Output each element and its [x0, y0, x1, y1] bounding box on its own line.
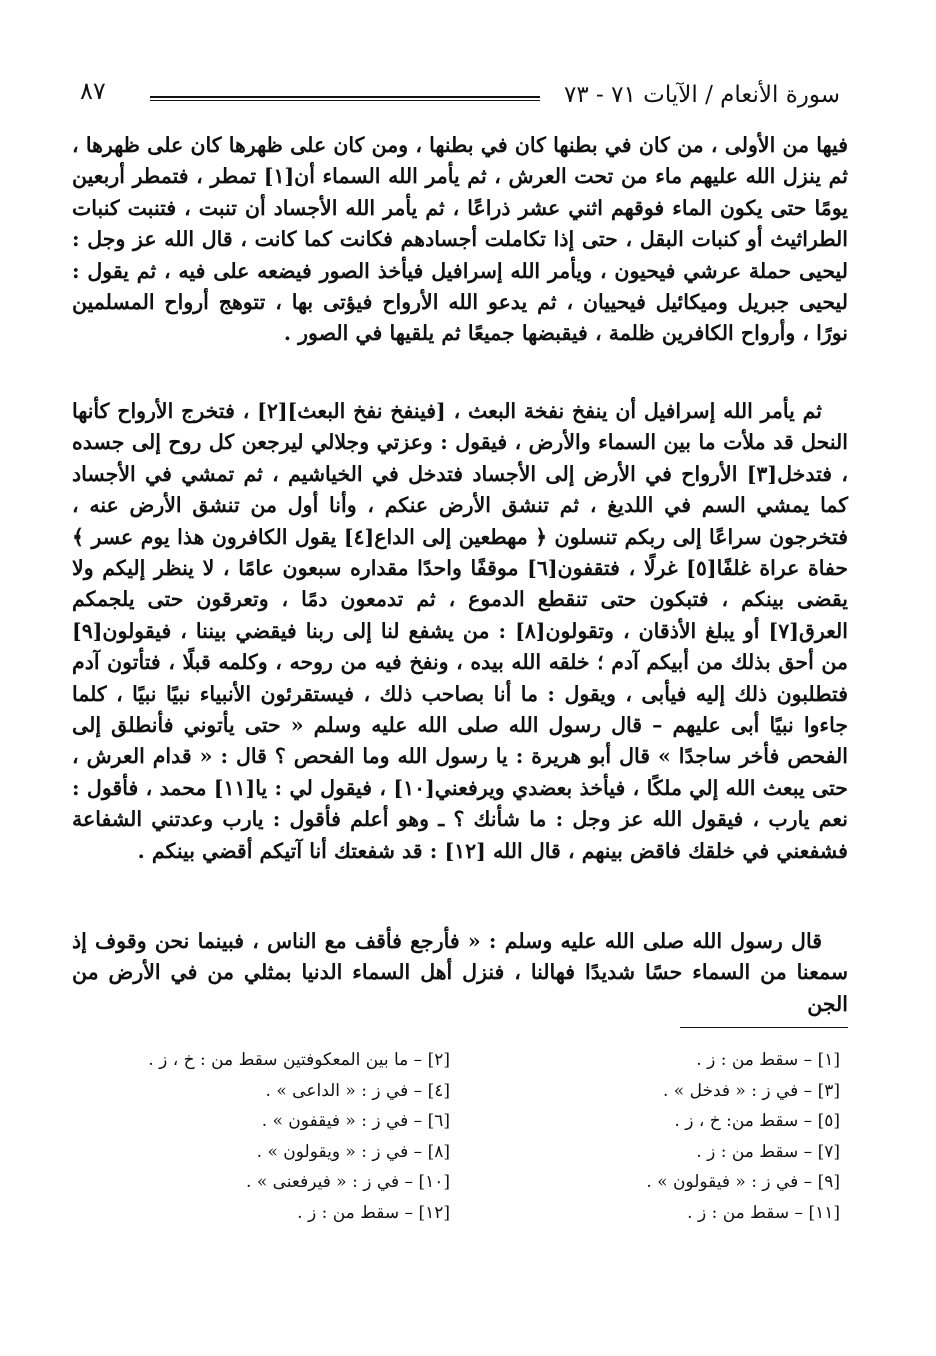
footnote: [٩] – في ز : « فيقولون » . — [646, 1172, 840, 1192]
footnote: [٨] – في ز : « ويقولون » . — [256, 1141, 450, 1162]
footnotes — [90, 1045, 840, 1245]
footnote: [١٠] – في ز : « فيرفعنى » . — [246, 1172, 450, 1192]
footnote: [٥] – سقط من: خ ، ز . — [674, 1111, 840, 1131]
footnote: [٤] – في ز : « الداعى » . — [265, 1080, 450, 1101]
footnote: [٦] – في ز : « فيقفون » . — [261, 1111, 450, 1131]
footnote: [٧] – سقط من : ز . — [696, 1141, 840, 1162]
footnote: [١١] – سقط من : ز . — [687, 1202, 840, 1223]
footnote: [٣] – في ز : « فدخل » . — [662, 1080, 840, 1101]
running-title: سورة الأنعام / الآيات ٧١ - ٧٣ — [564, 82, 840, 108]
paragraph: فيها من الأولى ، من كان في بطنها كان في بطنها ، ومن كان على ظهرها كان على ظهرها ، ثم ينزل الله عليهم ماء من تحت العرش ، ثم يأمر الله السماء أن[١] تمطر ، فتمطر أربعين يومًا حتى يكون الماء فوقهم اثني عشر ذراعًا ، ثم يأمر الله الأجساد أن تنبت ، فتنبت كنبات الطراثيث أو كنبات البقل ، حتى إذا تكاملت أجسادهم فكانت كما كانت ، قال الله عز وجل : ليحيى حملة عرشي فيحيون ، ويأمر الله إسرافيل فيأخذ الصور فيضعه على فيه ، ثم يقول : ليحيى جبريل وميكائيل فيحييان ، ثم يدعو الله الأرواح فيؤتى بها ، تتوهج أرواح المسلمين نورًا ، وأرواح الكافرين ظلمة ، فيقبضها جميعًا ثم يلقيها في الصور . — [72, 133, 848, 346]
footnote: [٢] – ما بين المعكوفتين سقط من : خ ، ز . — [148, 1050, 450, 1070]
paragraph: قال رسول الله صلى الله عليه وسلم : « فأرجع فأقف مع الناس ، فبينما نحن وقوف إذ سمعنا من السماء حسًا شديدًا فهالنا ، فنزل أهل السماء الدنيا بمثلي من في الأرض من الجن — [72, 929, 848, 1016]
main-text — [72, 130, 849, 1016]
header-rule — [150, 96, 540, 98]
page-header — [80, 78, 840, 118]
paragraph: ثم يأمر الله إسرافيل أن ينفخ نفخة البعث ، [فينفخ نفخ البعث][٢] ، فتخرج الأرواح كأنها النحل قد ملأت ما بين السماء والأرض ، فيقول : وعزتي وجلالي ليرجعن كل روح إلى جسده ، فتدخل[٣] الأرواح في الأرض إلى الأجساد فتدخل في الخياشيم ، ثم تمشي في الأجساد كما يمشي السم في اللديغ ، ثم تنشق الأرض عنكم ، وأنا أول من تنشق الأرض عنه ، فتخرجون سراعًا إلى ربكم تنسلون ﴿ مهطعين إلى الداع[٤] يقول الكافرون هذا يوم عسر ﴾ حفاة عراة غلفًا[٥] غرلًا ، فتقفون[٦] موقفًا واحدًا مقداره سبعون عامًا ، لا ينظر إليكم ولا يقضى بينكم ، فتبكون حتى تنقطع الدموع ، ثم تدمعون دمًا ، وتعرقون حتى يلجمكم العرق[٧] أو يبلغ الأذقان ، وتقولون[٨] : من يشفع لنا إلى ربنا فيقضي بيننا ، فيقولون[٩] من أحق بذلك من أبيكم آدم ؛ خلقه الله بيده ، ونفخ فيه من روحه ، وكلمه قبلًا ، فتأتون آدم فتطلبون ذلك إليه فيأبى ، ويقول : ما أنا بصاحب ذلك ، فيستقرئون الأنبياء نبيًا نبيًا ، كلما جاءوا نبيًا أبى عليهم – قال رسول الله صلى الله عليه وسلم « حتى يأتوني فأنطلق إلى الفحص فأخر ساجدًا » قال أبو هريرة : يا رسول الله وما الفحص ؟ قال : « قدام العرش ، حتى يبعث الله إلي ملكًا ، فيأخذ بعضدي ويرفعني[١٠] ، فيقول لي : يا[١١] محمد ، فأقول : نعم يارب ، فيقول الله عز وجل : ما شأنك ؟ ـ وهو أعلم فأقول : يارب وعدتني الشفاعة فشفعني في خلقك فاقض بينهم ، قال الله [١٢] : قد شفعتك أنا آتيكم أقضي بينكم . — [72, 399, 849, 863]
footnote-divider — [680, 1027, 848, 1028]
footnote: [١٢] – سقط من : ز . — [297, 1202, 450, 1223]
footnote: [١] – سقط من : ز . — [696, 1050, 840, 1070]
page-number: ٨٧ — [80, 77, 106, 105]
